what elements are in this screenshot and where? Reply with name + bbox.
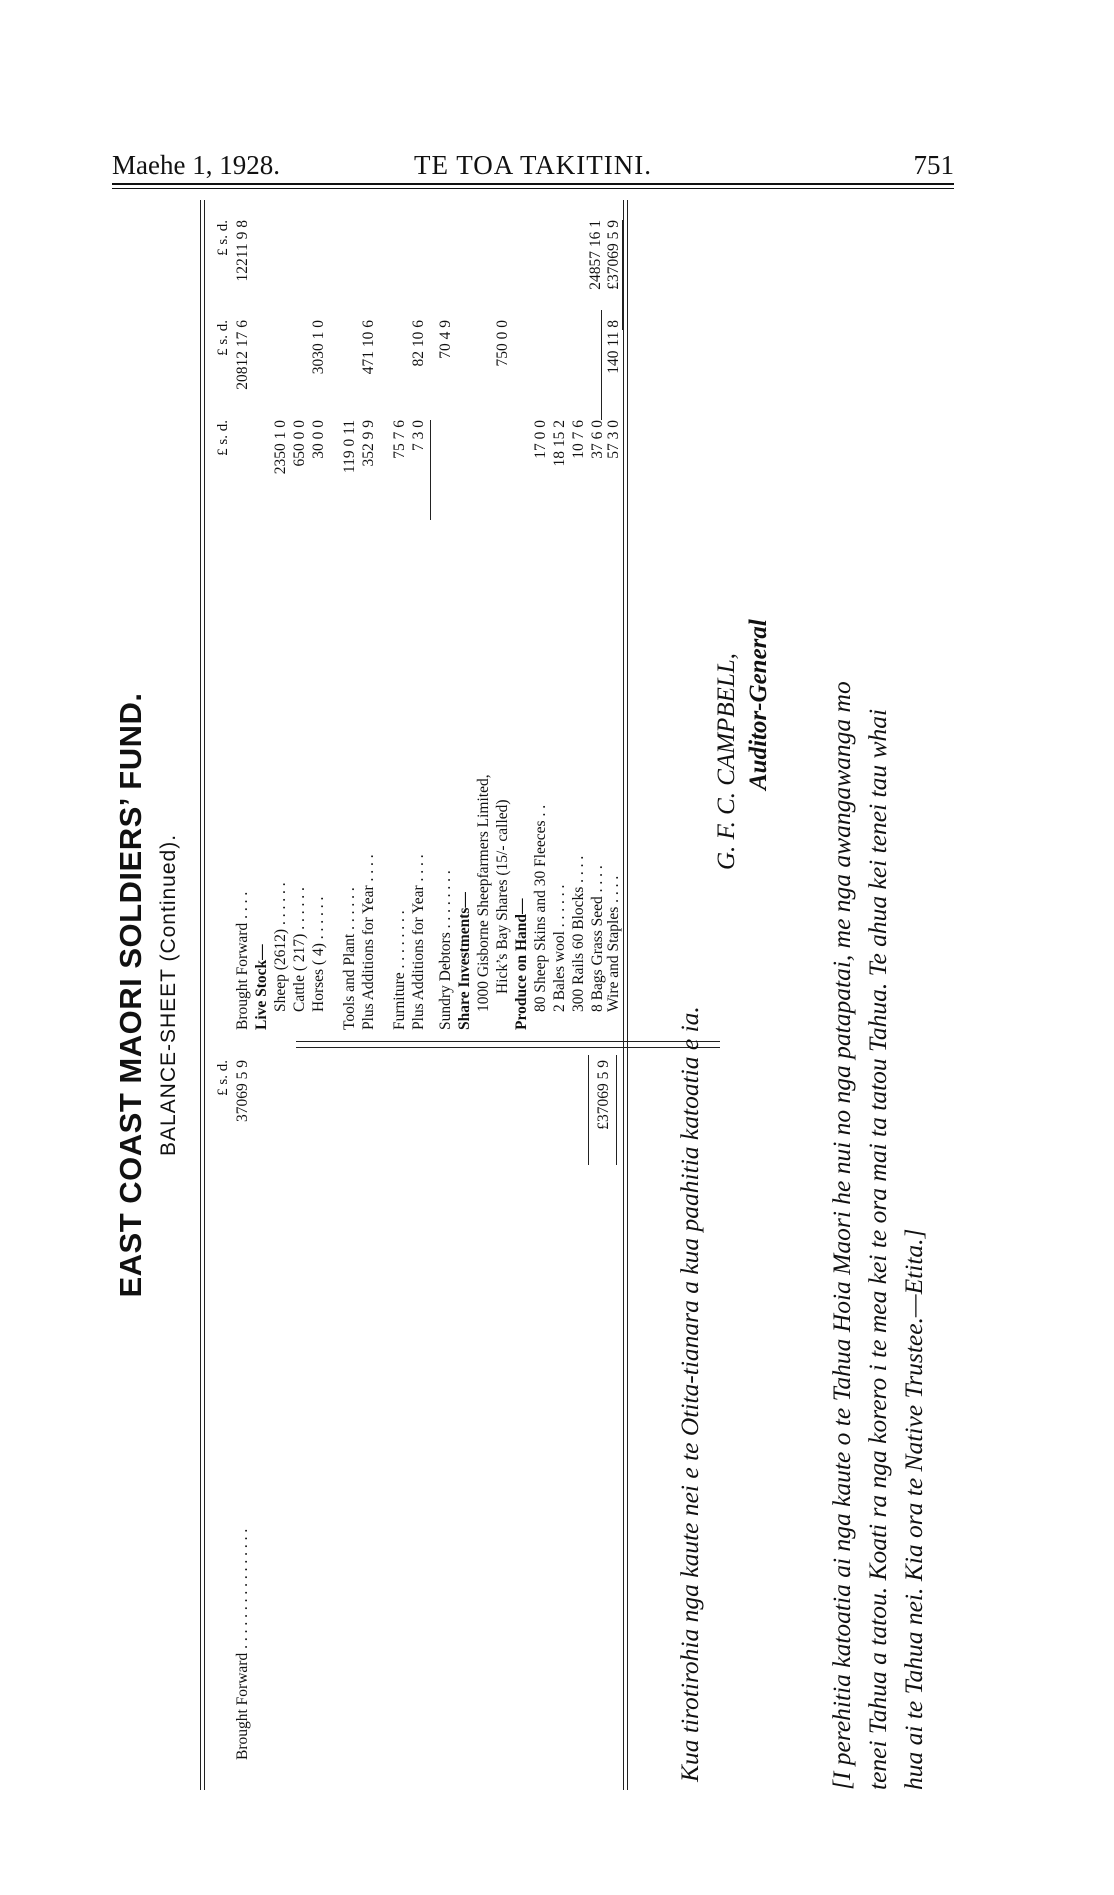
table-top-rule xyxy=(200,200,201,1790)
row-amount: 650 0 0 xyxy=(291,420,308,467)
section-produce-on-hand: Produce on Hand— xyxy=(513,898,530,1030)
table-top-rule-2 xyxy=(204,200,205,1790)
left-total-double-rule xyxy=(616,1055,617,1165)
row-amount: 471 10 6 xyxy=(360,320,377,375)
section-live-stock: Live Stock— xyxy=(253,944,270,1030)
row-amount: 70 4 9 xyxy=(437,320,454,359)
row-amount: 82 10 6 xyxy=(410,320,427,367)
table-bottom-rule xyxy=(623,200,624,1790)
editor-note-line-1: [I perehitia katoatia ai nga kaute o te Tahua Hoia Maori he nui no nga patapatai, me nga awangawanga mo xyxy=(827,681,856,1790)
row-label: Plus Additions for Year . . . . xyxy=(360,854,377,1030)
subtotal-rule xyxy=(430,420,431,520)
row-label: 8 Bags Grass Seed . . . . xyxy=(589,865,606,1012)
row-amount: 30 0 0 xyxy=(310,420,327,459)
row-label: Cattle ( 217) . . . . . . xyxy=(291,887,308,1012)
sheet-subtitle: BALANCE-SHEET (Continued). xyxy=(157,833,180,1157)
row-label: Sundry Debtors . . . . . . . . xyxy=(437,870,454,1030)
left-total: £37069 5 9 xyxy=(595,1060,612,1130)
row-label: Plus Additions for Year . . . . xyxy=(410,854,427,1030)
row-amount: 20812 17 6 xyxy=(234,320,251,390)
signature-name: G. F. C. CAMPBELL, xyxy=(713,653,740,870)
row-label: Furniture . . . . . . . . xyxy=(391,910,408,1030)
signature-title: Auditor-General xyxy=(745,619,772,790)
page-number: 751 xyxy=(913,150,954,180)
row-amount: 119 0 11 xyxy=(341,420,358,474)
left-col-header: £ s. d. xyxy=(215,1060,231,1096)
row-label: Wire and Staples . . . . xyxy=(605,875,622,1012)
row-label: 1000 Gisborne Sheepfarmers Limited, xyxy=(475,774,492,1012)
row-amount: 75 7 6 xyxy=(391,420,408,459)
row-label: 2 Bales wool . . . . . . xyxy=(551,884,568,1012)
row-amount: 18 15 2 xyxy=(551,420,568,467)
row-amount: 140 11 8 xyxy=(605,320,622,374)
row-amount: 3030 1 0 xyxy=(310,320,327,375)
right-col-header-2: £ s. d. xyxy=(215,320,231,356)
right-subtotal: 24857 16 1 xyxy=(587,220,604,290)
header-rule-thin xyxy=(112,188,954,189)
row-label: Horses ( 4) . . . . . . xyxy=(310,896,327,1012)
column-divider xyxy=(296,1047,720,1048)
balance-table xyxy=(200,200,635,1790)
row-amount: 2350 1 0 xyxy=(272,420,289,475)
row-amount: 750 0 0 xyxy=(494,320,511,367)
row-label: Sheep (2612) . . . . . . xyxy=(272,882,289,1012)
row-amount: 10 7 6 xyxy=(570,420,587,459)
section-share-investments: Share Investments— xyxy=(456,892,473,1030)
row-amount: 37 6 0 xyxy=(589,420,606,459)
right-total: £37069 5 9 xyxy=(605,220,622,290)
right-col-header-3: £ s. d. xyxy=(215,220,231,256)
table-bottom-rule-2 xyxy=(627,200,628,1790)
publication-title: TE TOA TAKITINI. xyxy=(413,150,653,180)
right-col-header-1: £ s. d. xyxy=(215,420,231,456)
issue-date: Maehe 1, 1928. xyxy=(112,150,280,180)
row-amount: 7 3 0 xyxy=(410,420,427,451)
sheet-title: EAST COAST MAORI SOLDIERS’ FUND. xyxy=(113,692,148,1298)
row-label: Brought Forward . . . . xyxy=(234,891,251,1030)
left-brought-forward-label: Brought Forward . . . . . . . . . . . . . . . . xyxy=(234,1528,251,1760)
row-label: Hick’s Bay Shares (15/- called) xyxy=(494,799,511,994)
editor-note-line-3: hua ai te Tahua nei. Kia ora te Native Trustee.—Etita.] xyxy=(899,1228,928,1790)
left-brought-forward-amount: 37069 5 9 xyxy=(234,1060,251,1122)
row-amount: 57 3 0 xyxy=(605,420,622,459)
row-label: Tools and Plant . . . . . . xyxy=(341,887,358,1030)
column-divider-2 xyxy=(296,1041,720,1042)
rotated-balance-sheet xyxy=(112,200,954,1790)
row-amount: 17 0 0 xyxy=(532,420,549,459)
editor-note-line-2: tenei Tahua a tatou. Koati ra nga korero i te mea kei te ora mai ta tatou Tahua. Te ahua kei tenei tau whai xyxy=(863,708,892,1790)
audit-statement: Kua tirotirohia nga kaute nei e te Otita-tianara a kua paahitia katoatia e ia. xyxy=(675,1006,704,1782)
header-rule xyxy=(112,183,954,185)
right-total-rule xyxy=(622,220,623,330)
row-amount: 12211 9 8 xyxy=(234,220,251,282)
left-total-rule xyxy=(588,1055,589,1165)
row-label: 80 Sheep Skins and 30 Fleeces . . xyxy=(532,804,549,1012)
row-amount: 352 9 9 xyxy=(360,420,377,467)
row-label: 300 Rails 60 Blocks . . . . xyxy=(570,855,587,1012)
page-header xyxy=(112,150,954,180)
